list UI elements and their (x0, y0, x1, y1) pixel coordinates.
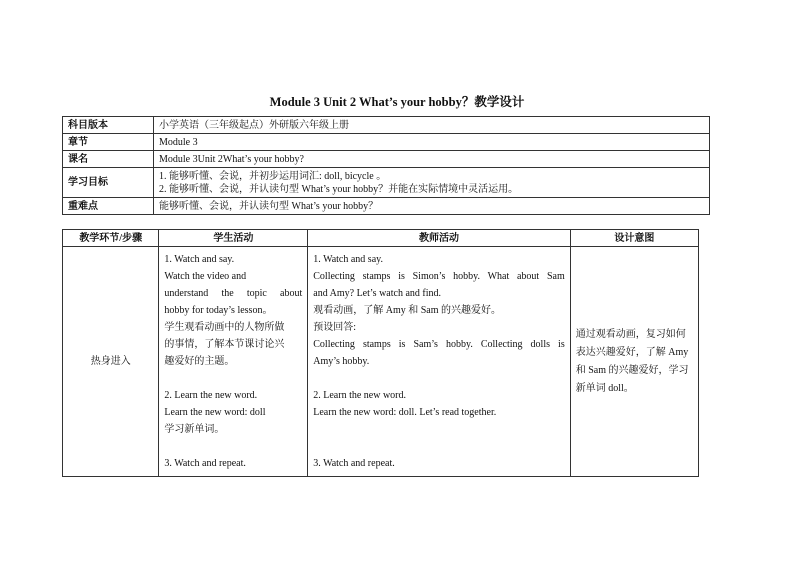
text-line: Learn the new word: doll. Let’s read together. (313, 407, 497, 418)
info-key: 科目版本 (63, 117, 154, 134)
header-student-activity: 学生活动 (159, 230, 308, 247)
info-row-lesson-name (63, 151, 710, 168)
objective-line: 2. 能够听懂、会说，并认读句型 What’s your hobby？并能在实际情境中灵活运用。 (159, 183, 519, 195)
text-line: hobby for today’s lesson。 (164, 305, 273, 316)
header-stage: 教学环节/步骤 (63, 230, 159, 247)
spacer (313, 438, 564, 455)
info-row-key-points (63, 198, 710, 215)
student-activity-cell (159, 247, 308, 477)
header-design-intent: 设计意图 (570, 230, 698, 247)
info-value: Module 3Unit 2What’s your hobby? (154, 151, 710, 168)
text-line: 2. Learn the new word. (164, 390, 258, 401)
text-line: Watch the video and (164, 271, 247, 282)
teacher-activity-cell (308, 247, 570, 477)
text-line: 学习新单词。 (164, 424, 225, 435)
text-line: 2. Learn the new word. (313, 390, 406, 401)
document-title: Module 3 Unit 2 What’s your hobby？教学设计 (269, 95, 525, 109)
text-line: 的事情，了解本节课讨论兴 (164, 339, 285, 350)
spacer (313, 421, 564, 438)
info-key: 章节 (63, 134, 154, 151)
spacer (164, 438, 302, 455)
info-value: 能够听懂、会说，并认读句型 What’s your hobby？ (154, 198, 710, 215)
text-line: and Amy? Let’s watch and find. (313, 288, 441, 299)
lesson-process-table (62, 229, 699, 477)
info-row-subject (63, 117, 710, 134)
info-row-objectives (63, 168, 710, 198)
info-row-chapter (63, 134, 710, 151)
info-key: 学习目标 (63, 168, 154, 198)
text-line: 观看动画，了解 Amy 和 Sam 的兴趣爱好。 (313, 305, 502, 316)
info-value (154, 168, 710, 198)
text-line: Learn the new word: doll (164, 407, 266, 418)
text-line: 学生观看动画中的人物所做 (164, 322, 285, 333)
info-key: 课名 (63, 151, 154, 168)
header-teacher-activity: 教师活动 (308, 230, 570, 247)
course-info-table (62, 116, 710, 215)
text-line: 1. Watch and say. (313, 254, 383, 265)
text-line: 预设回答: (313, 322, 357, 333)
table-header-row (63, 230, 699, 247)
stage-cell: 热身进入 (63, 247, 159, 477)
info-value: 小学英语（三年级起点）外研版六年级上册 (154, 117, 710, 134)
objective-line: 1. 能够听懂、会说，并初步运用词汇: doll, bicycle 。 (159, 170, 387, 182)
text-line: Amy’s hobby. (313, 356, 370, 367)
text-line: Collecting stamps is Simon’s hobby. What about Sam (313, 271, 565, 282)
text-line: 趣爱好的主题。 (164, 356, 235, 367)
text-line: understand the topic about (164, 288, 303, 299)
text-line: Collecting stamps is Sam’s hobby. Collecting dolls is (313, 339, 565, 350)
text-line: 3. Watch and repeat. (313, 458, 395, 469)
info-value: Module 3 (154, 134, 710, 151)
spacer (164, 370, 302, 387)
design-intent-cell: 通过观看动画，复习如何表达兴趣爱好，了解 Amy 和 Sam 的兴趣爱好，学习新单词 doll。 (570, 247, 698, 477)
info-key: 重难点 (63, 198, 154, 215)
spacer (313, 370, 564, 387)
table-row (63, 247, 699, 477)
text-line: 1. Watch and say. (164, 254, 235, 265)
text-line: 3. Watch and repeat. (164, 458, 246, 469)
